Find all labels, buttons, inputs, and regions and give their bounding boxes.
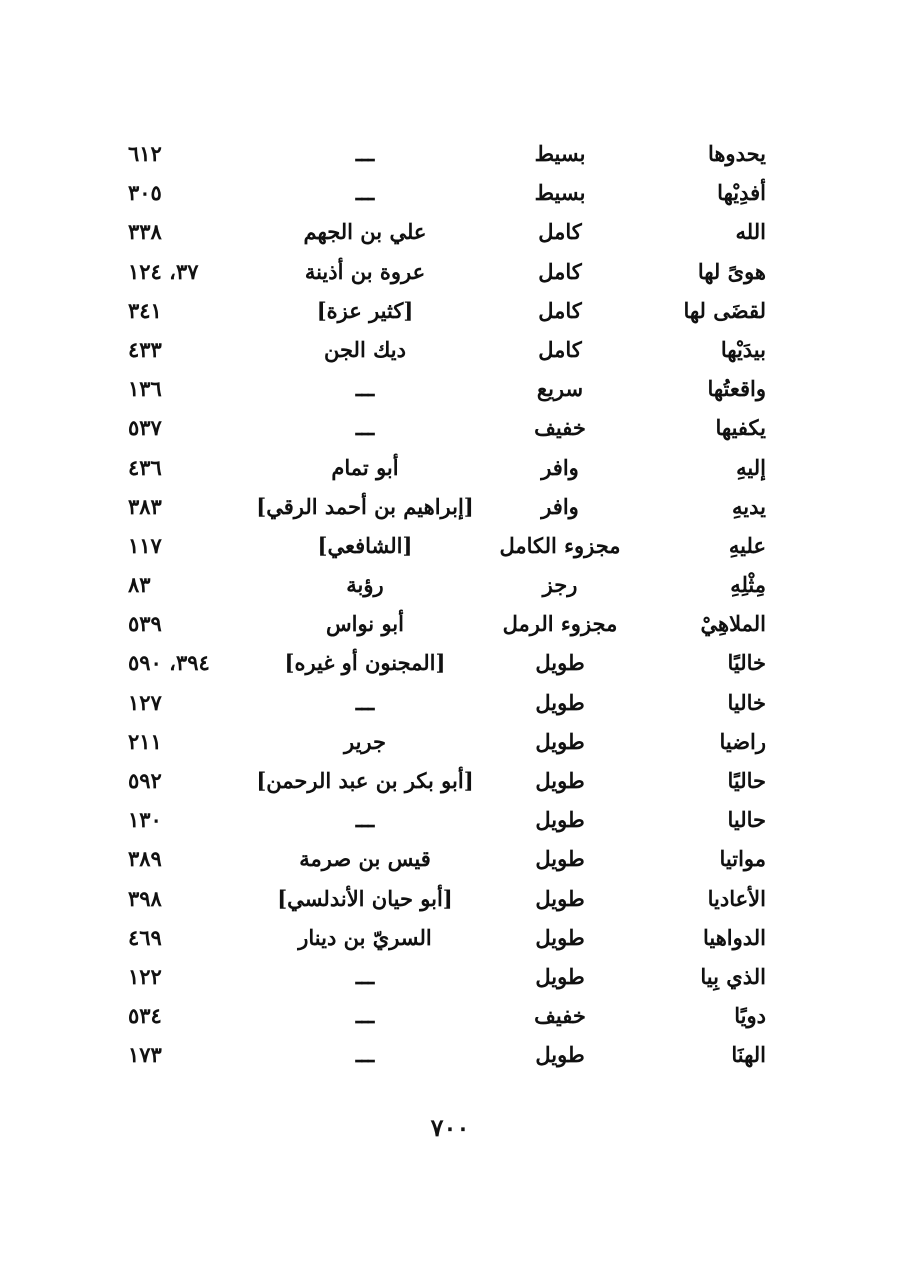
table-row (110, 173, 780, 212)
meter-cell: طويل (535, 807, 585, 833)
poet-cell: ـــ (355, 689, 375, 715)
rhyme-cell: الملاهِيْ (700, 611, 766, 637)
table-row (110, 448, 780, 487)
page-ref-cell: ٣٨٩ (128, 846, 162, 872)
table-row (110, 839, 780, 878)
table-row (110, 134, 780, 173)
poet-cell: [الشافعي] (317, 532, 413, 558)
rhyme-cell: عليهِ (728, 532, 766, 558)
meter-cell: كامل (538, 258, 582, 284)
page-ref-cell: ٥٣٧ (128, 415, 162, 441)
poet-cell: ـــ (355, 963, 375, 989)
table-row (110, 604, 780, 643)
table-row (110, 683, 780, 722)
meter-cell: كامل (538, 336, 582, 362)
poet-cell: جرير (344, 728, 386, 754)
meter-cell: بسيط (534, 180, 586, 206)
page-ref-cell: ٤٦٩ (128, 924, 162, 950)
meter-cell: مجزوء الكامل (499, 532, 621, 558)
rhyme-cell: دويًا (734, 1003, 766, 1029)
meter-cell: طويل (535, 650, 585, 676)
meter-cell: بسيط (534, 141, 586, 166)
page-ref-cell: ١١٧ (128, 532, 162, 558)
rhyme-cell: يحدوها (707, 141, 766, 166)
poet-cell: رؤبة (346, 572, 384, 598)
meter-cell: طويل (535, 768, 585, 793)
page-ref-cell: ٣٠٥ (128, 180, 162, 206)
rhyme-cell: خاليًا (727, 650, 766, 676)
table-row (110, 996, 780, 1035)
page-ref-cell: ٢١١ (128, 728, 162, 754)
table-row (110, 879, 780, 918)
table-row (110, 643, 780, 682)
page-ref-cell: ٣٧، ١٢٤ (128, 258, 199, 284)
table-row (110, 408, 780, 447)
poet-cell: [المجنون أو غيره] (284, 650, 446, 676)
poet-cell: ـــ (355, 1003, 375, 1029)
rhyme-cell: إليهِ (736, 454, 766, 480)
meter-cell: كامل (538, 297, 582, 323)
page-ref-cell: ١٢٢ (128, 963, 162, 989)
poet-cell: ـــ (355, 376, 375, 402)
meter-cell: رجز (542, 572, 578, 598)
meter-cell: طويل (535, 1042, 585, 1068)
table-row (110, 212, 780, 251)
rhyme-cell: مواتيا (719, 846, 766, 872)
poet-cell: ـــ (355, 807, 375, 833)
rhyme-cell: الذي بِيا (700, 963, 766, 989)
poet-cell: ـــ (355, 415, 375, 441)
page-ref-cell: ١٣٦ (128, 376, 162, 402)
page-ref-cell: ٥٣٩ (128, 611, 162, 637)
table-row (110, 330, 780, 369)
meter-cell: كامل (538, 219, 582, 245)
rhyme-cell: الله (735, 219, 766, 245)
poet-cell: ـــ (355, 141, 375, 166)
poet-cell: علي بن الجهم (303, 219, 427, 245)
page-ref-cell: ٦١٢ (128, 141, 162, 166)
page-ref-cell: ٣٨٣ (128, 493, 162, 519)
meter-cell: طويل (535, 846, 585, 872)
table-row (110, 800, 780, 839)
poet-cell: [كثير عزة] (316, 297, 414, 323)
rhyme-cell: حاليًا (727, 768, 766, 793)
poet-cell: [إبراهيم بن أحمد الرقي] (256, 493, 474, 519)
page-ref-cell: ٣٩٤، ٥٩٠ (128, 650, 210, 676)
table-row (110, 291, 780, 330)
page-ref-cell: ٣٣٨ (128, 219, 162, 245)
poet-cell: عروة بن أذينة (304, 258, 426, 284)
rhyme-cell: الأعاديا (707, 885, 766, 911)
meter-cell: وافر (541, 493, 579, 519)
rhyme-cell: هوىً لها (697, 258, 766, 284)
table-row (110, 918, 780, 957)
rhyme-cell: الهنَا (731, 1042, 766, 1068)
rhyme-cell: لقضَى لها (683, 297, 766, 323)
meter-cell: خفيف (534, 1003, 586, 1029)
page-ref-cell: ٤٣٦ (128, 454, 162, 480)
page-ref-cell: ١٢٧ (128, 689, 162, 715)
table-row (110, 252, 780, 291)
poet-cell: أبو تمام (331, 454, 399, 480)
table-row (110, 487, 780, 526)
meter-cell: مجزوء الرمل (502, 611, 618, 637)
page-ref-cell: ٥٣٤ (128, 1003, 162, 1029)
page-number: ٧٠٠ (430, 1113, 470, 1142)
meter-cell: وافر (541, 454, 579, 480)
rhyme-cell: يكفيها (715, 415, 766, 441)
meter-cell: سريع (536, 376, 584, 402)
rhyme-cell: الدواهيا (702, 924, 766, 950)
rhyme-cell: أفدِيْها (717, 180, 766, 206)
poet-cell: ـــ (355, 180, 375, 206)
rhyme-cell: واقعتُها (707, 376, 766, 402)
poet-cell: [أبو بكر بن عبد الرحمن] (256, 768, 474, 793)
rhyme-cell: حاليا (727, 807, 766, 833)
verse-index-table (110, 134, 780, 1075)
page-ref-cell: ١٣٠ (128, 807, 162, 833)
table-row (110, 722, 780, 761)
poet-cell: السريّ بن دينار (298, 924, 432, 950)
poet-cell: ديك الجن (324, 336, 406, 362)
table-row (110, 957, 780, 996)
page-ref-cell: ٨٣ (128, 572, 151, 598)
poet-cell: [أبو حيان الأندلسي] (277, 885, 453, 911)
poet-cell: قيس بن صرمة (299, 846, 431, 872)
table-row (110, 1035, 780, 1074)
meter-cell: طويل (535, 728, 585, 754)
table-row (110, 761, 780, 800)
poet-cell: ـــ (355, 1042, 375, 1068)
page-ref-cell: ٣٤١ (128, 297, 162, 323)
rhyme-cell: مِثْلِهِ (730, 572, 766, 598)
meter-cell: خفيف (534, 415, 586, 441)
rhyme-cell: راضيا (719, 728, 766, 754)
meter-cell: طويل (535, 689, 585, 715)
page-ref-cell: ٤٣٣ (128, 336, 162, 362)
meter-cell: طويل (535, 885, 585, 911)
meter-cell: طويل (535, 924, 585, 950)
page-ref-cell: ١٧٣ (128, 1042, 162, 1068)
rhyme-cell: بيدَيْها (720, 336, 766, 362)
meter-cell: طويل (535, 963, 585, 989)
table-row (110, 526, 780, 565)
rhyme-cell: خاليا (727, 689, 766, 715)
rhyme-cell: يديهِ (732, 493, 766, 519)
table-row (110, 565, 780, 604)
table-row (110, 369, 780, 408)
page-ref-cell: ٥٩٢ (128, 768, 162, 793)
poet-cell: أبو نواس (325, 611, 404, 637)
page-ref-cell: ٣٩٨ (128, 885, 162, 911)
